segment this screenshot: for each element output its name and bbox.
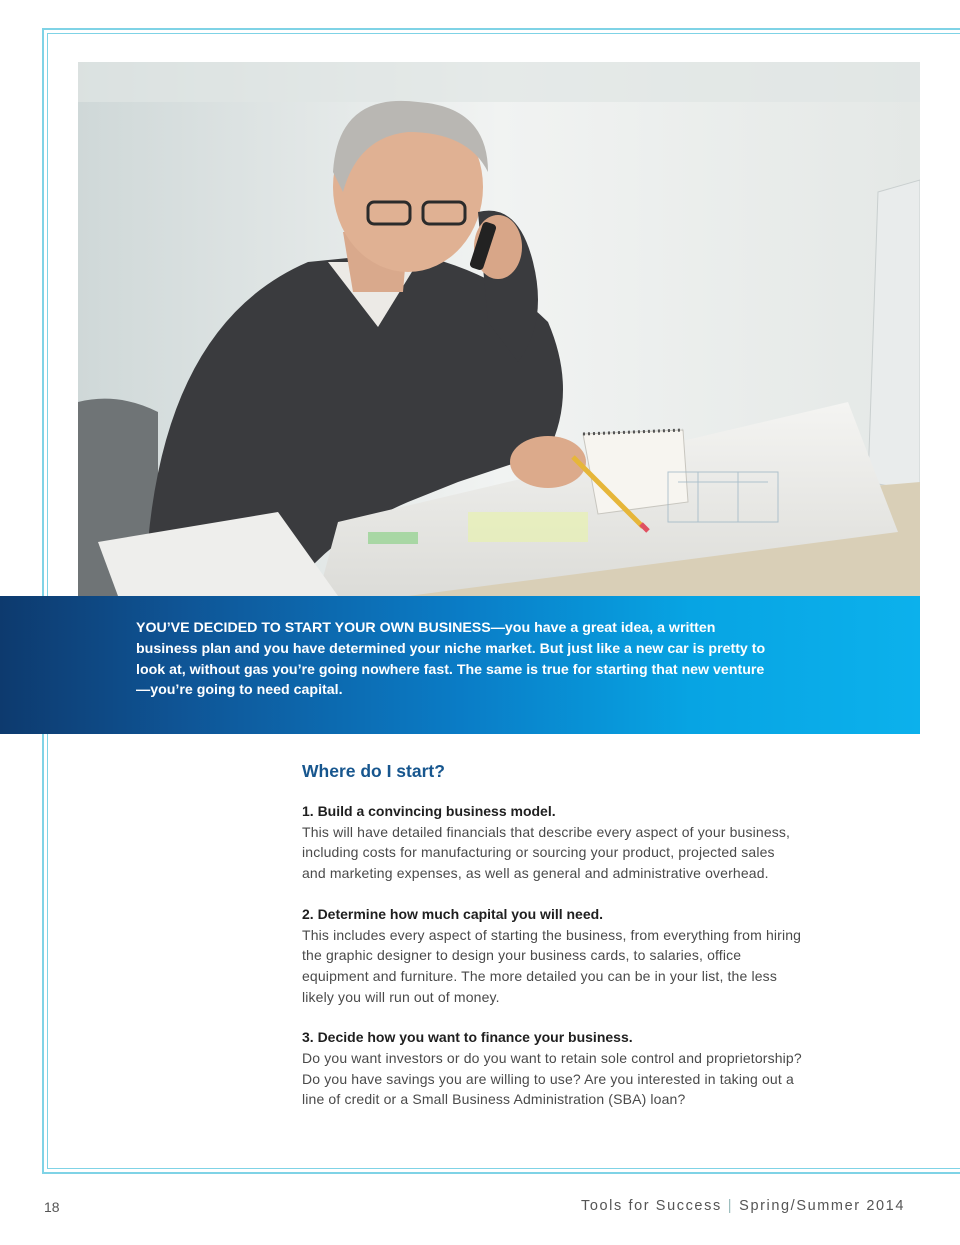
step-body: This includes every aspect of starting the business, from everything from hiring the graphic designer to design your business cards, to salaries, office equipment and furniture. The more detailed you can be in your list, the less likely you will run out of money. [302, 926, 802, 1005]
step-title: 2. Determine how much capital you will need. [302, 905, 604, 922]
section-heading: Where do I start? [302, 761, 445, 781]
intro-band [0, 596, 920, 734]
publication-name: Tools for Success [580, 1198, 722, 1214]
issue-name: Spring/Summer 2014 [739, 1198, 905, 1214]
step-body: This will have detailed financials that describe every aspect of your business, including costs for manufacturing or sourcing your product, projected sales and marketing expenses, as well as general and administrative overhead. [302, 823, 791, 882]
step-2 [302, 904, 802, 1008]
running-footer [581, 1198, 905, 1214]
step-1 [302, 801, 802, 884]
hero-photo [78, 62, 920, 596]
article-body [302, 758, 802, 1130]
step-3 [302, 1027, 802, 1110]
step-title: 3. Decide how you want to finance your business. [302, 1029, 633, 1046]
step-body: Do you want investors or do you want to retain sole control and proprietorship? Do you have savings you are willing to use? Are you interested in taking out a line of credit or a Small Business Administration (SBA) loan? [302, 1050, 802, 1108]
intro-paragraph [136, 618, 776, 701]
intro-text: —you have a great idea, a written business plan and you have determined your niche market. But just like a new car is pretty to look at, without gas you’re going nowhere fast. The same is true for starting that new venture—you’re going to need capital. [136, 620, 766, 699]
page-number: 18 [44, 1199, 60, 1215]
step-title: 1. Build a convincing business model. [302, 803, 556, 819]
footer-separator: | [727, 1198, 734, 1214]
intro-lead: YOU’VE DECIDED TO START YOUR OWN BUSINESS [136, 620, 491, 636]
